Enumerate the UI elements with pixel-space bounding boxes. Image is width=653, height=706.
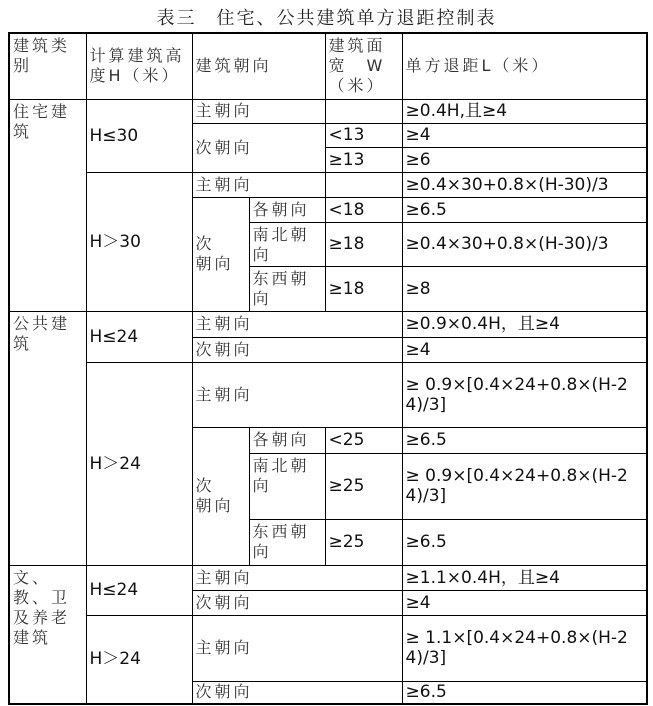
width-cell: ≥25 — [325, 453, 402, 519]
category-cultural: 文、教、卫及养老建筑 — [9, 565, 86, 704]
sub-orientation-cell: 各朝向 — [249, 197, 325, 222]
sub-orientation-cell: 各朝向 — [249, 427, 325, 453]
width-cell: <25 — [325, 427, 402, 453]
table-row — [9, 172, 647, 197]
distance-cell: ≥4 — [402, 590, 647, 615]
orientation-cell: 主朝向 — [192, 311, 402, 337]
distance-cell: ≥8 — [402, 266, 647, 311]
width-cell: ≥18 — [325, 222, 402, 266]
height-cell: H≤24 — [86, 311, 192, 362]
orientation-cell: 主朝向 — [192, 172, 325, 197]
sub-orientation-cell: 东西朝向 — [249, 266, 325, 311]
sub-orientation-cell: 南北朝向 — [249, 222, 325, 266]
width-cell: <13 — [325, 123, 402, 147]
category-residential: 住宅建筑 — [9, 99, 86, 311]
width-cell-empty — [325, 99, 402, 123]
table-row — [9, 99, 647, 123]
table-row — [9, 311, 647, 337]
orientation-cell: 次 朝向 — [192, 197, 249, 311]
distance-cell: ≥6.5 — [402, 427, 647, 453]
distance-cell: ≥0.4×30+0.8×(H-30)/3 — [402, 172, 647, 197]
category-public: 公共建筑 — [9, 311, 86, 565]
table-row — [9, 565, 647, 590]
distance-cell: ≥4 — [402, 337, 647, 362]
header-orientation: 建筑朝向 — [192, 33, 325, 99]
orientation-cell: 次朝向 — [192, 681, 402, 704]
distance-cell: ≥0.9×0.4H，且≥4 — [402, 311, 647, 337]
distance-cell: ≥ 1.1×[0.4×24+0.8×(H-24)/3] — [402, 615, 647, 681]
orientation-cell: 次 朝向 — [192, 427, 249, 565]
setback-table — [8, 32, 648, 705]
table-row — [9, 615, 647, 681]
distance-cell: ≥6 — [402, 147, 647, 172]
header-width: 建筑面宽 W（米） — [325, 33, 402, 99]
width-cell: ≥18 — [325, 266, 402, 311]
header-type: 建筑类别 — [9, 33, 86, 99]
orientation-cell: 主朝向 — [192, 362, 402, 427]
distance-cell: ≥0.4×30+0.8×(H-30)/3 — [402, 222, 647, 266]
distance-cell: ≥6.5 — [402, 519, 647, 565]
height-cell: H＞24 — [86, 615, 192, 704]
header-distance: 单方退距L（米） — [402, 33, 647, 99]
orientation-cell: 次朝向 — [192, 337, 402, 362]
width-cell-empty — [325, 172, 402, 197]
width-cell: ≥13 — [325, 147, 402, 172]
height-cell: H≤30 — [86, 99, 192, 172]
table-row — [9, 362, 647, 427]
distance-cell: ≥6.5 — [402, 681, 647, 704]
orientation-cell: 次朝向 — [192, 590, 402, 615]
sub-orientation-cell: 东西朝向 — [249, 519, 325, 565]
width-cell: ≥25 — [325, 519, 402, 565]
distance-cell: ≥6.5 — [402, 197, 647, 222]
orientation-cell: 主朝向 — [192, 565, 402, 590]
distance-cell: ≥1.1×0.4H，且≥4 — [402, 565, 647, 590]
distance-cell: ≥0.4H,且≥4 — [402, 99, 647, 123]
height-cell: H≤24 — [86, 565, 192, 615]
distance-cell: ≥ 0.9×[0.4×24+0.8×(H-24)/3] — [402, 453, 647, 519]
width-cell: <18 — [325, 197, 402, 222]
orientation-cell: 次朝向 — [192, 123, 325, 172]
orientation-cell: 主朝向 — [192, 99, 325, 123]
header-row — [9, 33, 647, 99]
height-cell: H＞24 — [86, 362, 192, 565]
header-height: 计算建筑高度H（米） — [86, 33, 192, 99]
height-cell: H＞30 — [86, 172, 192, 311]
distance-cell: ≥ 0.9×[0.4×24+0.8×(H-24)/3] — [402, 362, 647, 427]
sub-orientation-cell: 南北朝向 — [249, 453, 325, 519]
orientation-cell: 主朝向 — [192, 615, 402, 681]
table-title: 表三 住宅、公共建筑单方退距控制表 — [156, 8, 497, 29]
distance-cell: ≥4 — [402, 123, 647, 147]
